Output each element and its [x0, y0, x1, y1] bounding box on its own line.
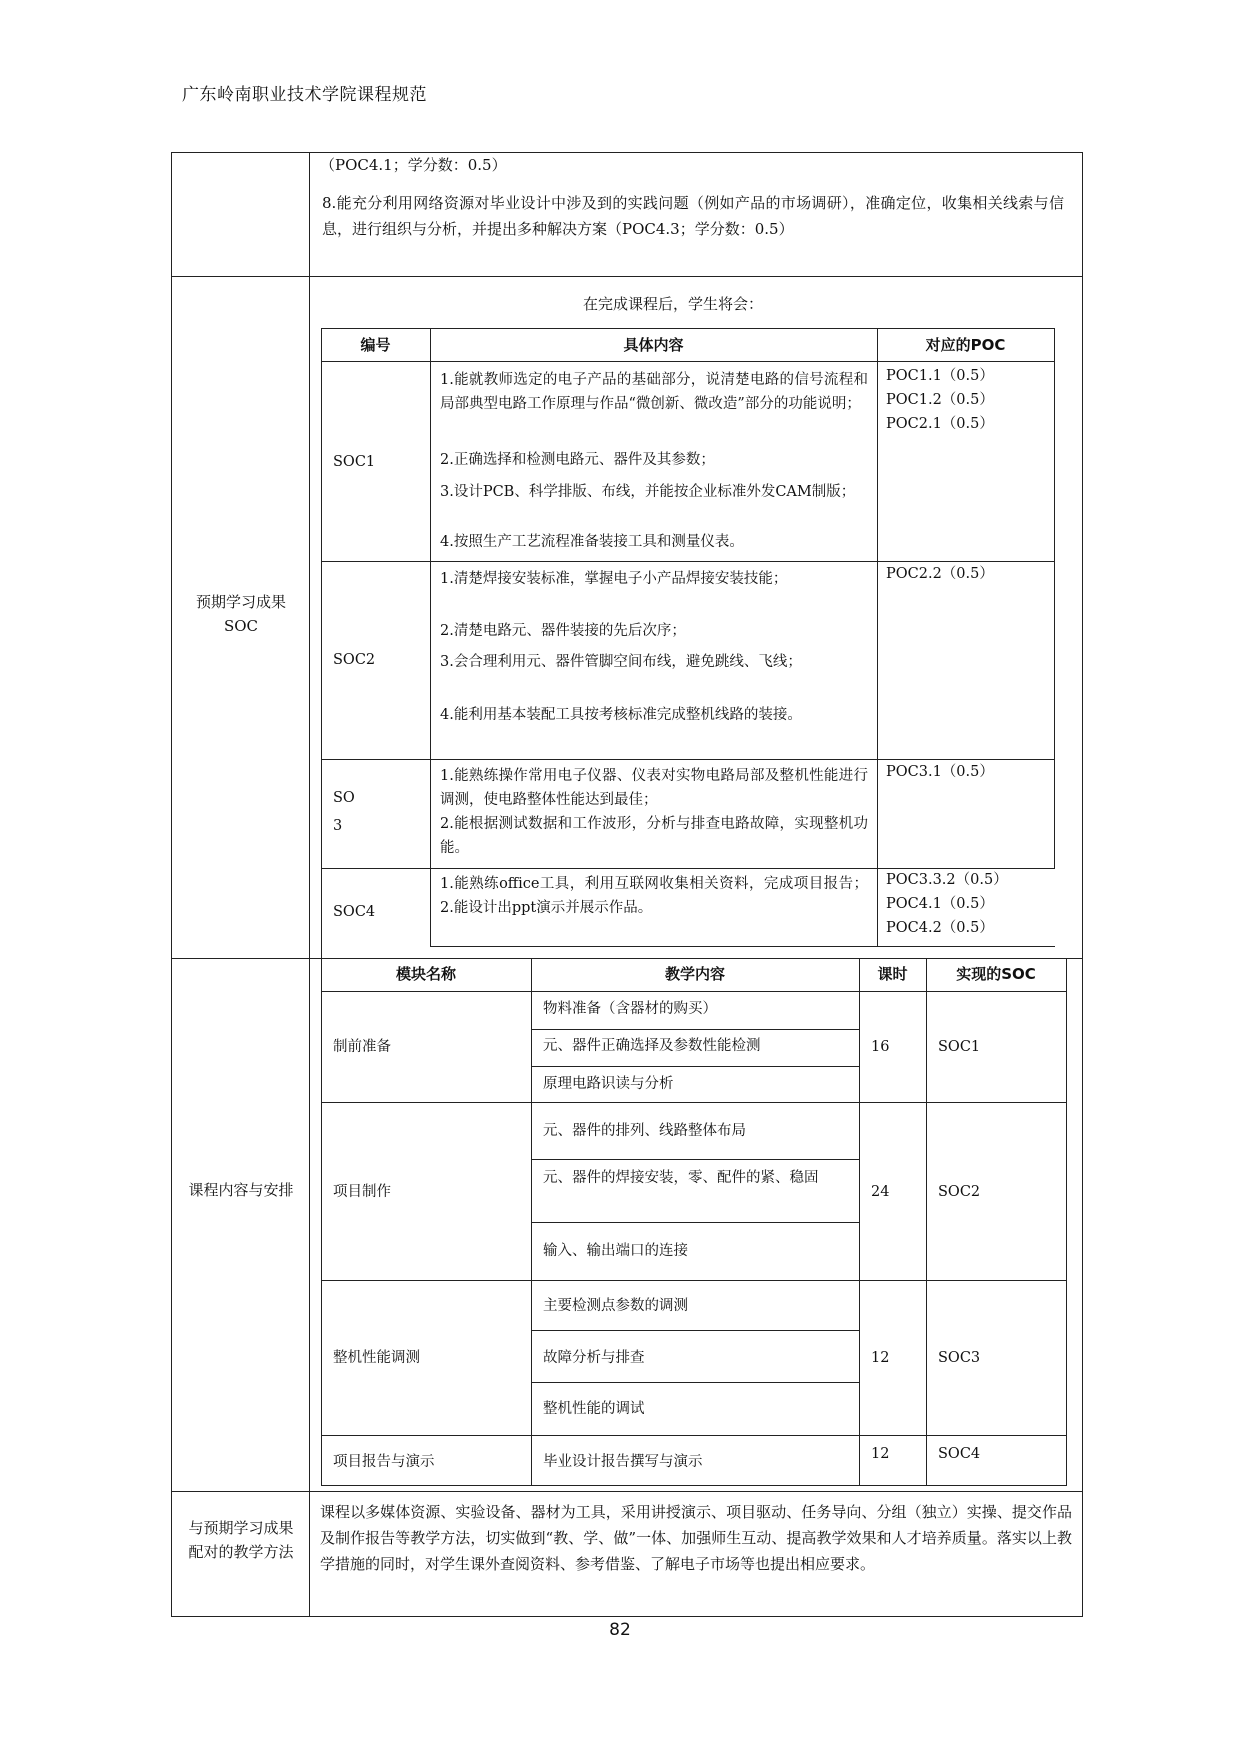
- module-1-soc: SOC1: [938, 1039, 981, 1055]
- soc1-item-4: 4.按照生产工艺流程准备装接工具和测量仪表。: [440, 534, 744, 550]
- module-3-content-2: 故障分析与排查: [543, 1350, 645, 1366]
- module-1-content-1: 物料准备（含器材的购买）: [543, 1001, 717, 1017]
- soc3-item-1: 1.能熟练操作常用电子仪器、仪表对实物电路局部及整机性能进行调测，使电路整体性能达到最佳；: [440, 768, 868, 808]
- soc-section-label: 预期学习成果SOC: [195, 593, 286, 635]
- module-4-content-1: 毕业设计报告撰写与演示: [543, 1454, 703, 1470]
- module-2-content-1: 元、器件的排列、线路整体布局: [543, 1123, 746, 1139]
- soc3-id-part1: SO: [333, 790, 355, 806]
- module-1-name: 制前准备: [333, 1039, 391, 1055]
- soc3-item-2: 2.能根据测试数据和工作波形，分析与排查电路故障，实现整机功能。: [440, 816, 868, 856]
- soc-header-poc: 对应的POC: [925, 336, 1006, 354]
- soc2-id: SOC2: [333, 652, 376, 668]
- soc1-item-1: 1.能就教师选定的电子产品的基础部分，说清楚电路的信号流程和局部典型电路工作原理与作品“微创新、微改造”部分的功能说明；: [440, 372, 868, 412]
- soc-header-id: 编号: [360, 336, 391, 354]
- module-3-name: 整机性能调测: [333, 1350, 420, 1366]
- document-header: 广东岭南职业技术学院课程规范: [182, 85, 427, 105]
- soc4-poc-3: POC4.2（0.5）: [886, 920, 994, 936]
- module-2-content-3: 输入、输出端口的连接: [543, 1243, 688, 1259]
- soc-intro-text: 在完成课程后，学生将会：: [583, 295, 764, 313]
- soc3-poc-1: POC3.1（0.5）: [886, 764, 994, 780]
- module-4-name: 项目报告与演示: [333, 1454, 435, 1470]
- module-3-content-3: 整机性能的调试: [543, 1401, 645, 1417]
- content-header-hours: 课时: [877, 965, 908, 983]
- soc4-poc-1: POC3.3.2（0.5）: [886, 872, 1008, 888]
- poc41-credit-line: （POC4.1；学分数：0.5）: [320, 156, 507, 174]
- content-header-teaching: 教学内容: [664, 965, 725, 983]
- method-section-label: 与预期学习成果配对的教学方法: [188, 1519, 294, 1561]
- module-4-hours: 12: [871, 1446, 890, 1462]
- module-4-soc: SOC4: [938, 1446, 981, 1462]
- soc-header-content: 具体内容: [623, 336, 684, 354]
- module-2-soc: SOC2: [938, 1184, 981, 1200]
- content-header-module: 模块名称: [395, 965, 456, 983]
- module-2-name: 项目制作: [333, 1184, 391, 1200]
- soc2-poc-1: POC2.2（0.5）: [886, 566, 994, 582]
- soc1-poc-2: POC1.2（0.5）: [886, 392, 994, 408]
- module-1-hours: 16: [871, 1039, 890, 1055]
- soc2-item-3: 3.会合理利用元、器件管脚空间布线，避免跳线、飞线；: [440, 654, 802, 670]
- module-1-content-2: 元、器件正确选择及参数性能检测: [543, 1038, 761, 1054]
- module-1-content-3: 原理电路识读与分析: [543, 1076, 674, 1092]
- module-2-hours: 24: [871, 1184, 890, 1200]
- soc1-item-2: 2.正确选择和检测电路元、器件及其参数；: [440, 452, 715, 468]
- soc3-id-part2: 3: [333, 818, 343, 834]
- soc2-item-4: 4.能利用基本装配工具按考核标准完成整机线路的装接。: [440, 707, 802, 723]
- soc2-item-2: 2.清楚电路元、器件装接的先后次序；: [440, 623, 686, 639]
- module-3-hours: 12: [871, 1350, 890, 1366]
- soc1-poc-1: POC1.1（0.5）: [886, 368, 994, 384]
- page-number: 82: [609, 1620, 631, 1640]
- objective-item-8: 8.能充分利用网络资源对毕业设计中涉及到的实践问题（例如产品的市场调研），准确定位，收集相关线索与信息，进行组织与分析，并提出多种解决方案（POC4.3；学分数：0.5）: [322, 194, 1064, 238]
- soc2-item-1: 1.清楚焊接安装标准，掌握电子小产品焊接安装技能；: [440, 571, 788, 587]
- soc4-id: SOC4: [333, 904, 376, 920]
- module-3-soc: SOC3: [938, 1350, 981, 1366]
- method-text: 课程以多媒体资源、实验设备、器材为工具，采用讲授演示、项目驱动、任务导向、分组（独立）实操、提交作品及制作报告等教学方法，切实做到“教、学、做”一体、加强师生互动、提高教学效果和人才培养质量。落实以上教学措施的同时，对学生课外查阅资料、参考借鉴、了解电子市场等也提出相应要求。: [320, 1503, 1072, 1573]
- soc1-poc-3: POC2.1（0.5）: [886, 416, 994, 432]
- module-3-content-1: 主要检测点参数的调测: [543, 1298, 688, 1314]
- content-section-label: 课程内容与安排: [188, 1181, 294, 1199]
- soc1-item-3: 3.设计PCB、科学排版、布线，并能按企业标准外发CAM制版；: [440, 484, 856, 500]
- soc4-poc-2: POC4.1（0.5）: [886, 896, 994, 912]
- content-header-soc: 实现的SOC: [956, 965, 1036, 983]
- module-2-content-2: 元、器件的焊接安装，零、配件的紧、稳固: [543, 1170, 819, 1186]
- soc1-id: SOC1: [333, 454, 376, 470]
- soc4-item-1: 1.能熟练office工具，利用互联网收集相关资料，完成项目报告；2.能设计出ppt演示并展示作品。: [440, 876, 868, 916]
